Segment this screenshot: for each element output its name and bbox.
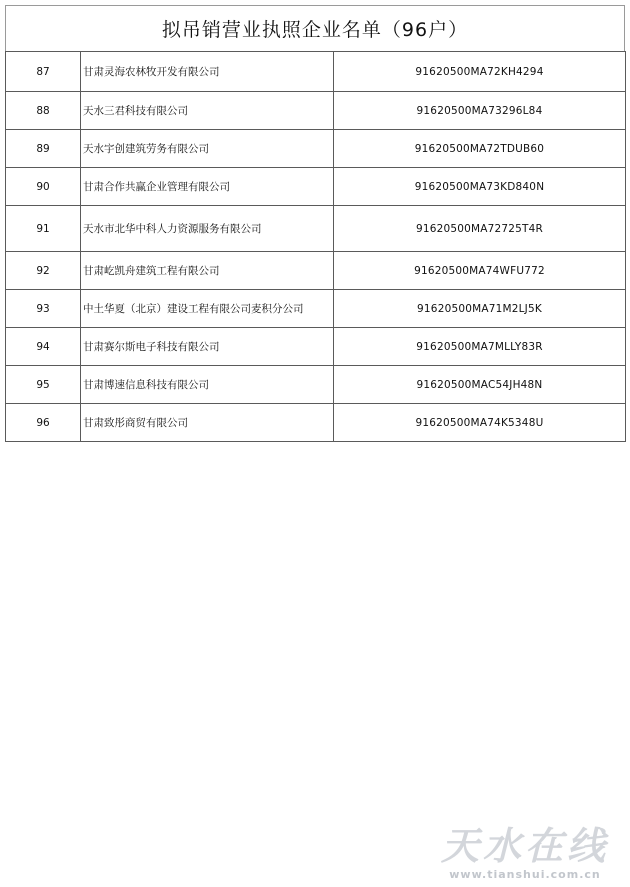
- watermark-logo: 天水在线: [440, 823, 609, 868]
- watermark: [430, 824, 620, 881]
- row-number: 88: [6, 92, 81, 130]
- company-name: 甘肃致彤商贸有限公司: [81, 404, 334, 442]
- company-name: 甘肃博速信息科技有限公司: [81, 366, 334, 404]
- credit-code: 91620500MA71M2LJ5K: [334, 290, 626, 328]
- table-row: [6, 52, 626, 92]
- credit-code: 91620500MA73KD840N: [334, 168, 626, 206]
- table-row: [6, 328, 626, 366]
- row-number: 93: [6, 290, 81, 328]
- credit-code: 91620500MAC54JH48N: [334, 366, 626, 404]
- company-name: 天水宇创建筑劳务有限公司: [81, 130, 334, 168]
- document-sheet: [5, 5, 625, 442]
- company-table-body: [6, 52, 626, 442]
- credit-code: 91620500MA72725T4R: [334, 206, 626, 252]
- document-title: 拟吊销营业执照企业名单（96户）: [161, 19, 469, 41]
- credit-code: 91620500MA72TDUB60: [334, 130, 626, 168]
- company-name: 甘肃屹凯舟建筑工程有限公司: [81, 252, 334, 290]
- table-row: [6, 366, 626, 404]
- table-row: [6, 92, 626, 130]
- table-row: [6, 404, 626, 442]
- company-name: 甘肃赛尔斯电子科技有限公司: [81, 328, 334, 366]
- table-row: [6, 206, 626, 252]
- watermark-url: www.tianshui.com.cn: [449, 868, 601, 881]
- row-number: 87: [6, 52, 81, 92]
- table-row: [6, 168, 626, 206]
- company-name: 甘肃合作共赢企业管理有限公司: [81, 168, 334, 206]
- company-name: 天水三君科技有限公司: [81, 92, 334, 130]
- company-name: 天水市北华中科人力资源服务有限公司: [81, 206, 334, 252]
- row-number: 91: [6, 206, 81, 252]
- row-number: 89: [6, 130, 81, 168]
- company-name: 甘肃灵海农林牧开发有限公司: [81, 52, 334, 92]
- row-number: 92: [6, 252, 81, 290]
- row-number: 95: [6, 366, 81, 404]
- company-table: [5, 51, 626, 442]
- table-row: [6, 130, 626, 168]
- credit-code: 91620500MA74K5348U: [334, 404, 626, 442]
- row-number: 90: [6, 168, 81, 206]
- row-number: 94: [6, 328, 81, 366]
- credit-code: 91620500MA74WFU772: [334, 252, 626, 290]
- table-row: [6, 290, 626, 328]
- row-number: 96: [6, 404, 81, 442]
- table-row: [6, 252, 626, 290]
- credit-code: 91620500MA73296L84: [334, 92, 626, 130]
- company-name: 中土华夏（北京）建设工程有限公司麦积分公司: [81, 290, 334, 328]
- credit-code: 91620500MA72KH4294: [334, 52, 626, 92]
- credit-code: 91620500MA7MLLY83R: [334, 328, 626, 366]
- title-row: [5, 5, 625, 51]
